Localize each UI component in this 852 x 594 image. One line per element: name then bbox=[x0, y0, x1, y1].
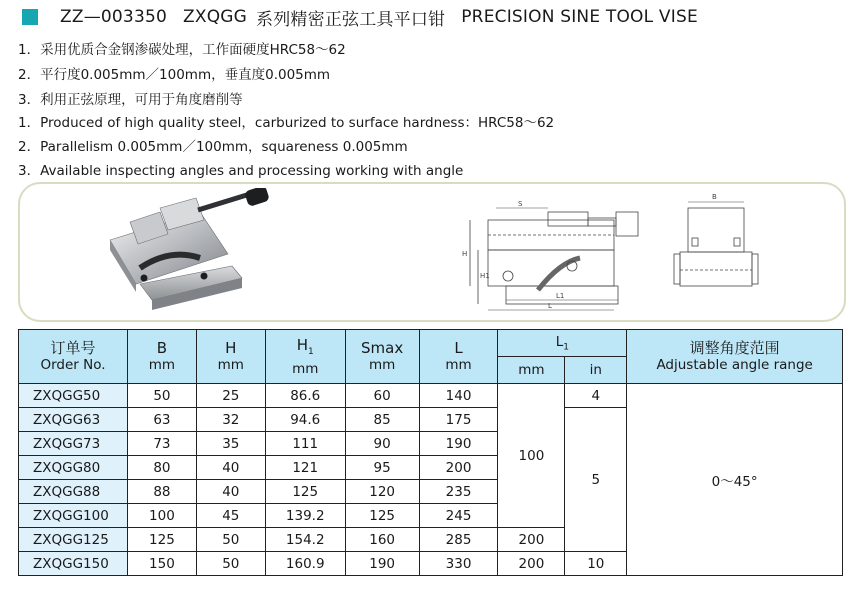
dim-h-label: H bbox=[462, 250, 468, 258]
l1-mm-header: mm bbox=[498, 357, 565, 384]
h1-cell: 154.2 bbox=[265, 528, 345, 552]
l1-mm-cell: 200 bbox=[498, 528, 565, 552]
b-cell: 63 bbox=[127, 408, 196, 432]
product-image-panel bbox=[18, 182, 846, 322]
smax-cell: 125 bbox=[345, 504, 419, 528]
order-no-header bbox=[19, 330, 128, 384]
spec-table bbox=[18, 329, 843, 576]
l-unit: mm bbox=[445, 357, 472, 373]
l1-header-subscript: 1 bbox=[563, 342, 569, 353]
h1-cell: 139.2 bbox=[265, 504, 345, 528]
h1-header-label: H bbox=[296, 335, 308, 354]
order-no-cell: ZXQGG88 bbox=[19, 480, 128, 504]
product-code: ZZ—003350 bbox=[60, 7, 167, 27]
b-unit: mm bbox=[148, 357, 176, 373]
dim-s-label: S bbox=[518, 200, 523, 208]
b-cell: 80 bbox=[127, 456, 196, 480]
front-view-drawing bbox=[456, 190, 646, 316]
feature-line: 3．利用正弦原理，可用于角度磨削等 bbox=[18, 92, 243, 108]
l1-header-label: L bbox=[555, 333, 564, 350]
b-header bbox=[127, 330, 196, 384]
smax-cell: 90 bbox=[345, 432, 419, 456]
h-header bbox=[196, 330, 265, 384]
table-row bbox=[19, 384, 843, 408]
feature-line: 3．Available inspecting angles and processing working with angle bbox=[18, 163, 464, 179]
order-no-cell: ZXQGG100 bbox=[19, 504, 128, 528]
h-cell: 45 bbox=[196, 504, 265, 528]
h1-cell: 160.9 bbox=[265, 552, 345, 576]
h-cell: 50 bbox=[196, 528, 265, 552]
l1-mm-cell: 200 bbox=[498, 552, 565, 576]
l-cell: 175 bbox=[419, 408, 498, 432]
l-cell: 235 bbox=[419, 480, 498, 504]
l-cell: 190 bbox=[419, 432, 498, 456]
b-cell: 100 bbox=[127, 504, 196, 528]
feature-line: 1．采用优质合金钢渗碳处理，工作面硬度HRC58～62 bbox=[18, 42, 346, 58]
l1-header bbox=[498, 330, 627, 357]
l-cell: 330 bbox=[419, 552, 498, 576]
dim-l-label: L bbox=[548, 302, 552, 310]
angle-header-cn: 调整角度范围 bbox=[689, 339, 780, 357]
b-cell: 150 bbox=[127, 552, 196, 576]
l-header-label: L bbox=[454, 339, 463, 357]
l1-in-group-cell: 5 bbox=[565, 408, 627, 552]
b-cell: 88 bbox=[127, 480, 196, 504]
smax-header bbox=[345, 330, 419, 384]
smax-cell: 85 bbox=[345, 408, 419, 432]
h1-cell: 125 bbox=[265, 480, 345, 504]
vise-photo bbox=[100, 188, 300, 314]
h-cell: 35 bbox=[196, 432, 265, 456]
b-cell: 50 bbox=[127, 384, 196, 408]
b-cell: 73 bbox=[127, 432, 196, 456]
h1-header bbox=[265, 330, 345, 384]
h-cell: 40 bbox=[196, 480, 265, 504]
l1-in-header: in bbox=[565, 357, 627, 384]
h-header-label: H bbox=[225, 339, 237, 357]
title-square-icon bbox=[22, 9, 38, 25]
h-unit: mm bbox=[217, 357, 244, 373]
l-cell: 140 bbox=[419, 384, 498, 408]
h1-unit: mm bbox=[292, 360, 319, 377]
smax-header-label: Smax bbox=[361, 339, 404, 357]
product-name-cn: 系列精密正弦工具平口钳 bbox=[256, 9, 446, 30]
l1-in-cell: 4 bbox=[565, 384, 627, 408]
l-header bbox=[419, 330, 498, 384]
b-header-label: B bbox=[156, 339, 168, 357]
h-cell: 50 bbox=[196, 552, 265, 576]
h1-cell: 111 bbox=[265, 432, 345, 456]
smax-cell: 60 bbox=[345, 384, 419, 408]
l-cell: 200 bbox=[419, 456, 498, 480]
order-no-cell: ZXQGG73 bbox=[19, 432, 128, 456]
h-cell: 25 bbox=[196, 384, 265, 408]
order-no-cell: ZXQGG50 bbox=[19, 384, 128, 408]
dim-l1-label: L1 bbox=[556, 292, 565, 300]
feature-line: 1．Produced of high quality steel，carburized to surface hardness：HRC58～62 bbox=[18, 115, 555, 131]
b-cell: 125 bbox=[127, 528, 196, 552]
h1-cell: 121 bbox=[265, 456, 345, 480]
l1-mm-group-cell: 100 bbox=[498, 384, 565, 528]
order-no-header-cn: 订单号 bbox=[50, 339, 96, 357]
order-no-header-en: Order No. bbox=[40, 357, 106, 373]
angle-range-cell: 0～45° bbox=[627, 384, 843, 576]
h1-cell: 86.6 bbox=[265, 384, 345, 408]
h1-header-subscript: 1 bbox=[307, 346, 314, 357]
feature-line: 2．平行度0.005mm／100mm，垂直度0.005mm bbox=[18, 67, 331, 83]
product-model: ZXQGG bbox=[183, 7, 248, 27]
smax-unit: mm bbox=[368, 357, 396, 373]
l1-in-cell: 10 bbox=[565, 552, 627, 576]
dim-b-label: B bbox=[712, 193, 717, 201]
smax-cell: 95 bbox=[345, 456, 419, 480]
product-name-en: PRECISION SINE TOOL VISE bbox=[461, 7, 698, 27]
l-cell: 285 bbox=[419, 528, 498, 552]
side-view-drawing bbox=[670, 190, 760, 316]
order-no-cell: ZXQGG125 bbox=[19, 528, 128, 552]
feature-line: 2．Parallelism 0.005mm／100mm，squareness 0.005mm bbox=[18, 139, 408, 155]
smax-cell: 190 bbox=[345, 552, 419, 576]
order-no-cell: ZXQGG63 bbox=[19, 408, 128, 432]
order-no-cell: ZXQGG150 bbox=[19, 552, 128, 576]
h-cell: 32 bbox=[196, 408, 265, 432]
order-no-cell: ZXQGG80 bbox=[19, 456, 128, 480]
angle-range-header bbox=[627, 330, 843, 384]
smax-cell: 160 bbox=[345, 528, 419, 552]
dim-h1-label: H1 bbox=[480, 272, 490, 280]
smax-cell: 120 bbox=[345, 480, 419, 504]
l-cell: 245 bbox=[419, 504, 498, 528]
angle-header-en: Adjustable angle range bbox=[656, 357, 813, 373]
h1-cell: 94.6 bbox=[265, 408, 345, 432]
title-row bbox=[22, 6, 698, 28]
h-cell: 40 bbox=[196, 456, 265, 480]
